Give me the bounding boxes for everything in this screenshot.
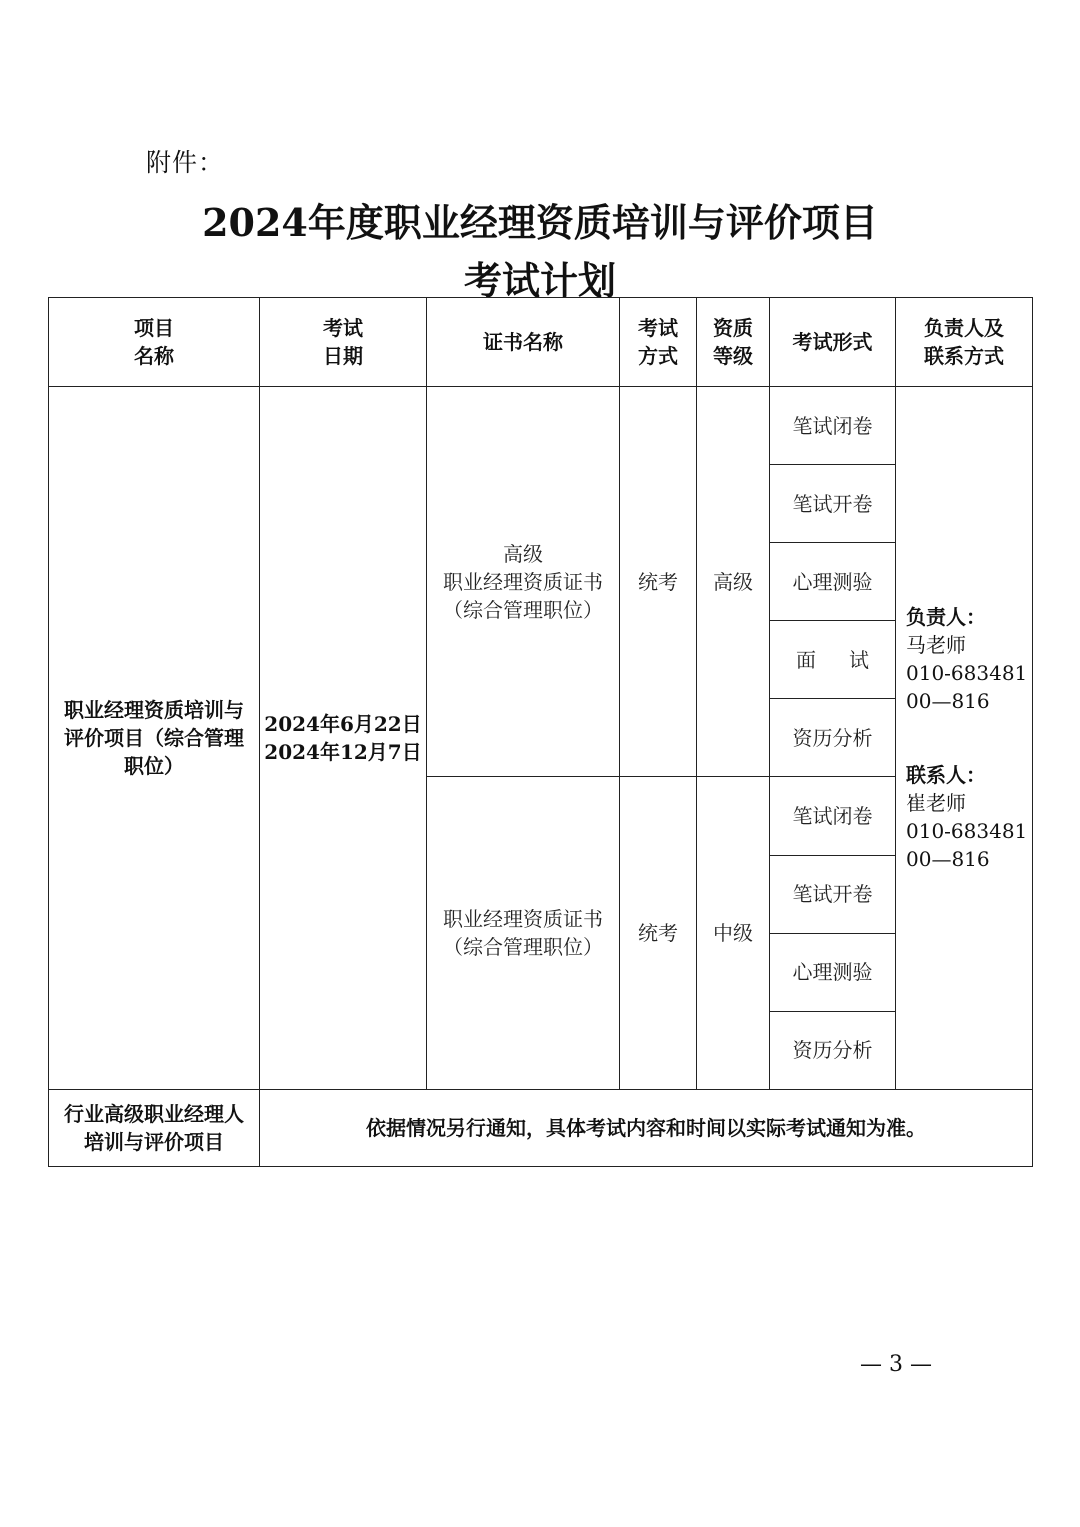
table-row	[49, 387, 1033, 465]
senior-exam-method: 统考	[620, 387, 697, 777]
project1-dates: 2024年6月22日 2024年12月7日	[260, 387, 427, 1090]
header-exam-method: 考试 方式	[620, 298, 697, 387]
header-qual-level: 资质 等级	[697, 298, 770, 387]
exam-form-cell: 笔试闭卷	[770, 387, 896, 465]
project1-name: 职业经理资质培训与评价项目（综合管理职位）	[49, 387, 260, 1090]
responsible-phone-2: 00—816	[906, 688, 990, 713]
document-title-line2: 考试计划	[463, 258, 616, 303]
responsible-phone-1: 010-683481	[906, 660, 1028, 685]
senior-cert-name: 高级 职业经理资质证书 （综合管理职位）	[427, 387, 620, 777]
middle-qual-level: 中级	[697, 777, 770, 1089]
exam-form-cell: 资历分析	[770, 699, 896, 777]
header-project-name: 项目 名称	[49, 298, 260, 387]
header-cert-name: 证书名称	[427, 298, 620, 387]
liaison-name: 崔老师	[906, 790, 966, 815]
exam-form-cell: 心理测验	[770, 933, 896, 1011]
exam-form-cell: 心理测验	[770, 543, 896, 621]
header-exam-date: 考试 日期	[260, 298, 427, 387]
header-contact: 负责人及 联系方式	[896, 298, 1033, 387]
project2-name: 行业高级职业经理人培训与评价项目	[49, 1089, 260, 1166]
table-row	[49, 1089, 1033, 1166]
exam-form-cell-interview: 面 试	[770, 621, 896, 699]
document-title-line1: 2024年度职业经理资质培训与评价项目	[202, 200, 878, 245]
page-number: — 3 —	[860, 1352, 932, 1377]
liaison-phone-1: 010-683481	[906, 818, 1028, 843]
contact-gap	[906, 715, 1032, 761]
header-row	[49, 298, 1033, 387]
liaison-label: 联系人：	[906, 762, 986, 787]
liaison-phone-2: 00—816	[906, 846, 990, 871]
responsible-name: 马老师	[906, 632, 966, 657]
header-exam-form: 考试形式	[770, 298, 896, 387]
exam-form-cell: 笔试开卷	[770, 465, 896, 543]
exam-form-cell: 资历分析	[770, 1011, 896, 1089]
exam-form-cell: 笔试闭卷	[770, 777, 896, 855]
middle-cert-name: 职业经理资质证书 （综合管理职位）	[427, 777, 620, 1089]
senior-qual-level: 高级	[697, 387, 770, 777]
contact-cell	[896, 387, 1033, 1090]
attachment-label: 附件：	[146, 148, 225, 177]
responsible-label: 负责人：	[906, 604, 986, 629]
project2-note: 依据情况另行通知，具体考试内容和时间以实际考试通知为准。	[260, 1089, 1033, 1166]
exam-plan-table	[48, 297, 1033, 1167]
middle-exam-method: 统考	[620, 777, 697, 1089]
exam-form-cell: 笔试开卷	[770, 855, 896, 933]
